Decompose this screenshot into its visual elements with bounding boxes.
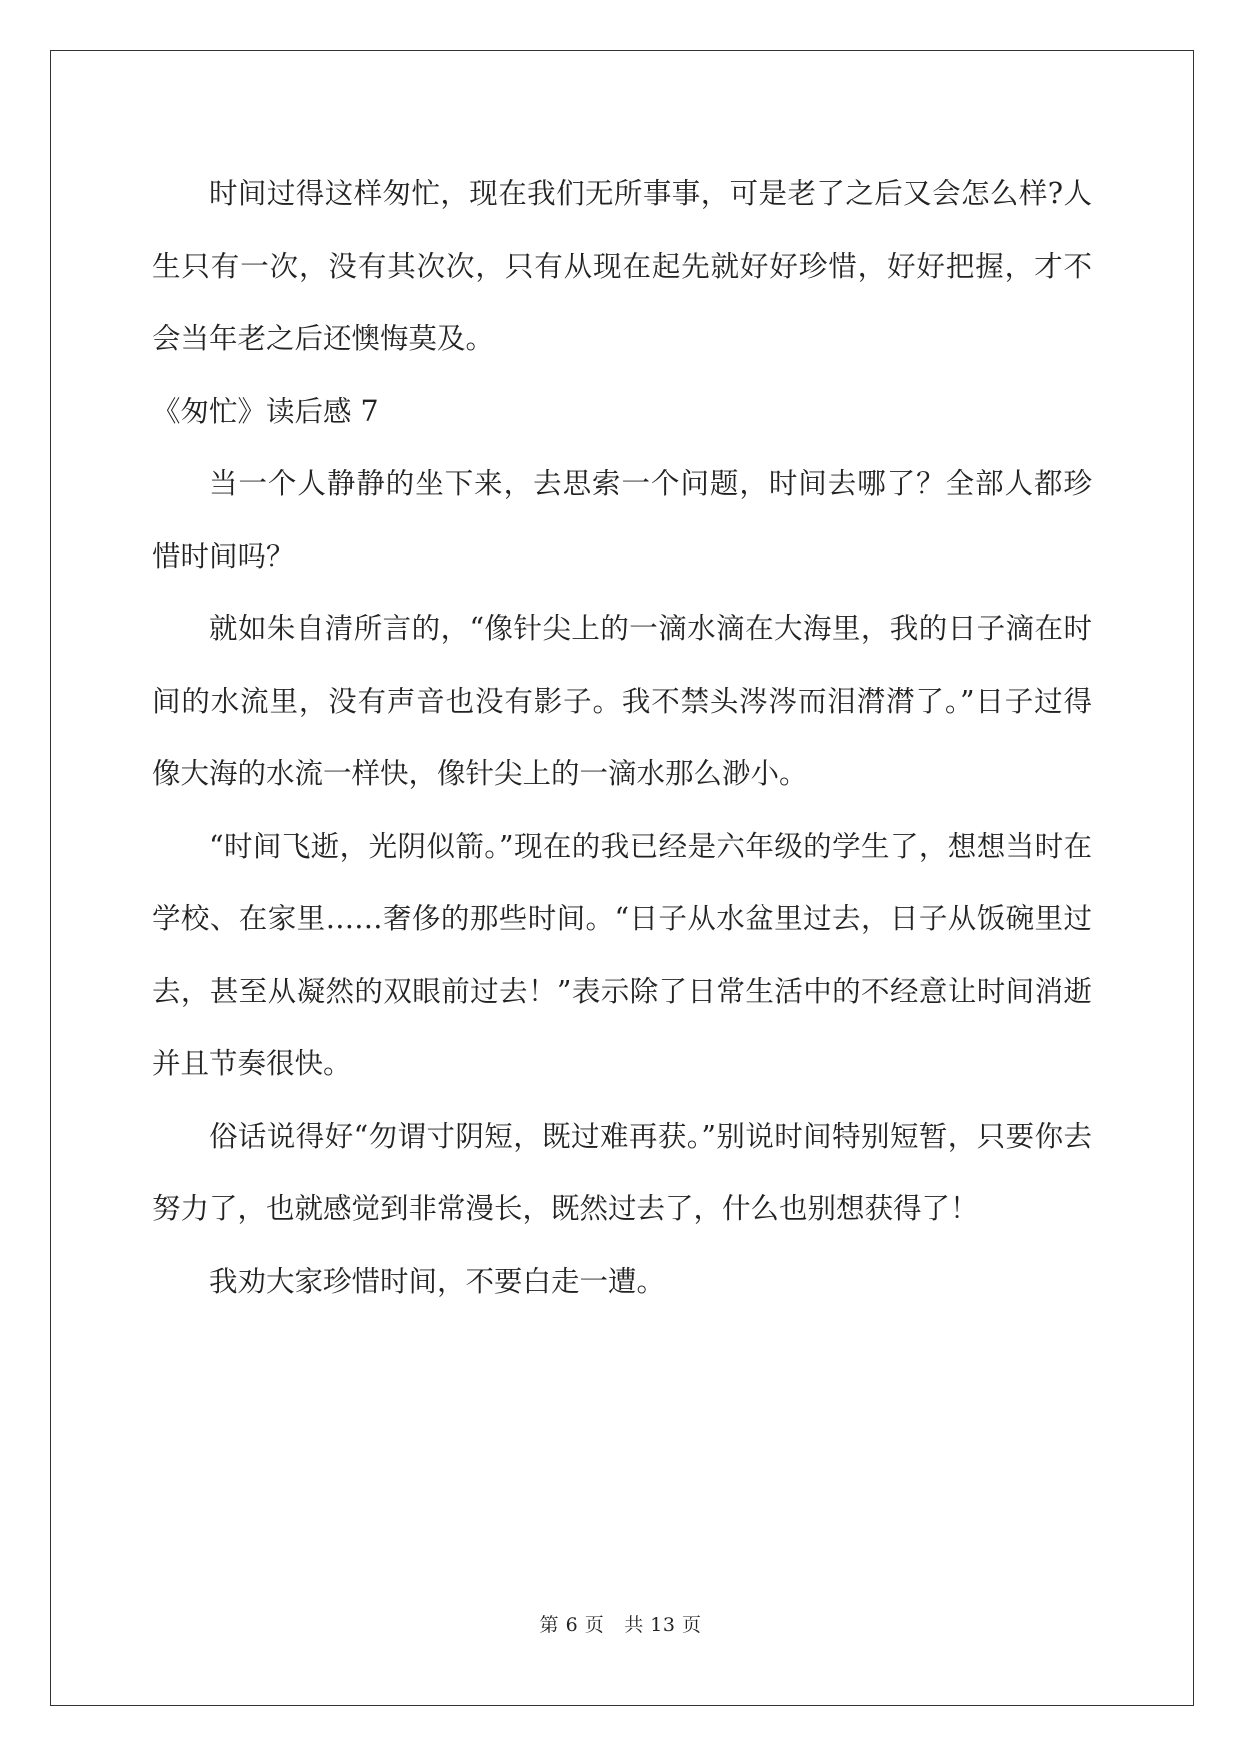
paragraph-1: 时间过得这样匆忙，现在我们无所事事，可是老了之后又会怎么样?人生只有一次，没有其次次，只有从现在起先就好好珍惜，好好把握，才不会当年老之后还懊悔莫及。 <box>152 177 1092 355</box>
paragraph-6: 我劝大家珍惜时间，不要白走一遭。 <box>209 1264 666 1298</box>
document-body <box>152 158 1092 1318</box>
section-title: 《匆忙》读后感 7 <box>152 394 379 428</box>
paragraph-4: “时间飞逝，光阴似箭。”现在的我已经是六年级的学生了，想想当时在学校、在家里……奢侈的那些时间。“日子从水盆里过去，日子从饭碗里过去，甚至从凝然的双眼前过去！”表示除了日常生活中的不经意让时间消逝并且节奏很快。 <box>152 829 1092 1080</box>
page-footer <box>0 1610 1241 1637</box>
paragraph-5: 俗话说得好“勿谓寸阴短，既过难再获。”别说时间特别短暂，只要你去努力了，也就感觉到非常漫长，既然过去了，什么也别想获得了！ <box>152 1119 1092 1225</box>
paragraph-3: 就如朱自清所言的，“像针尖上的一滴水滴在大海里，我的日子滴在时间的水流里，没有声音也没有影子。我不禁头涔涔而泪潸潸了。”日子过得像大海的水流一样快，像针尖上的一滴水那么渺小。 <box>152 612 1092 790</box>
page-current: 第 6 页 <box>539 1614 605 1636</box>
page-total: 共 13 页 <box>624 1614 702 1636</box>
paragraph-2: 当一个人静静的坐下来，去思索一个问题，时间去哪了？全部人都珍惜时间吗？ <box>152 467 1092 573</box>
